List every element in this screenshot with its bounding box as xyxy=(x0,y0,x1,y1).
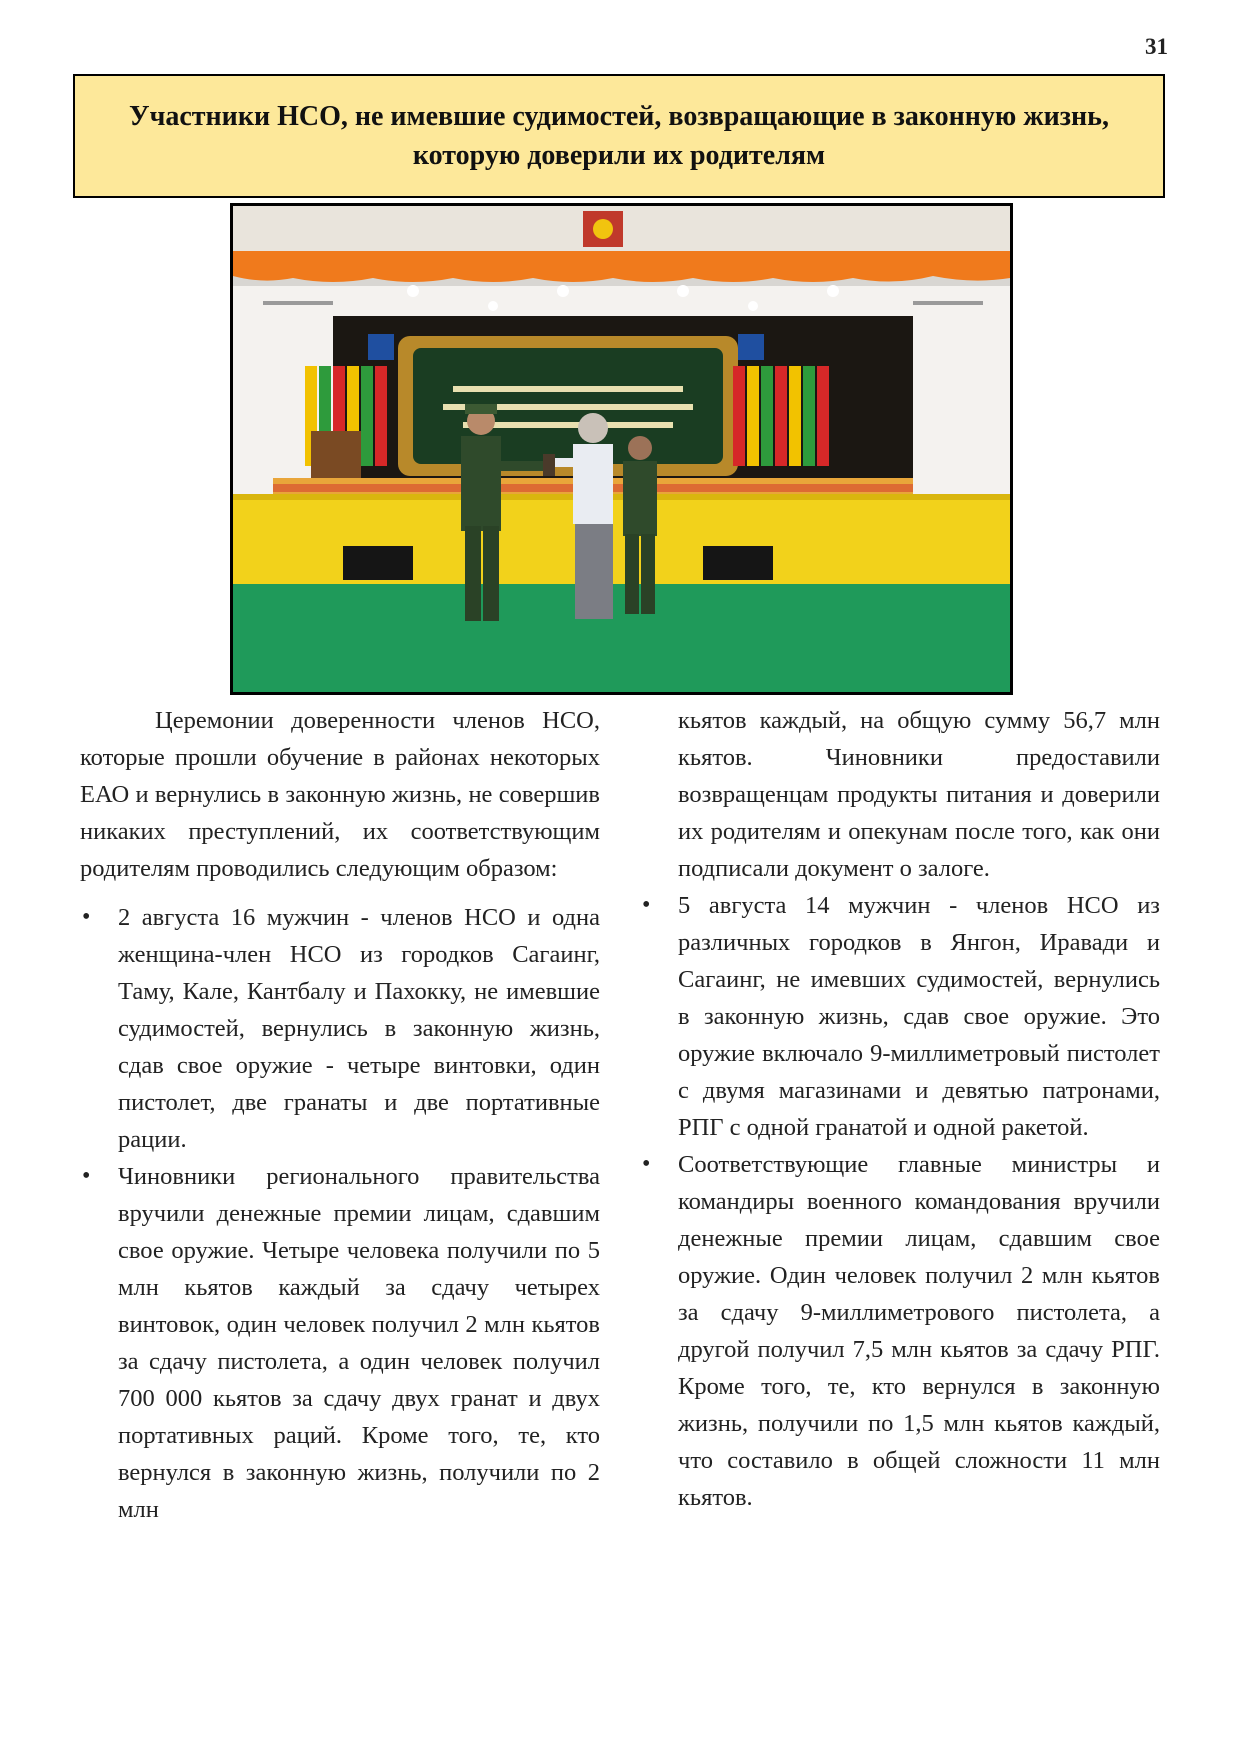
left-bullet-list xyxy=(80,899,600,1528)
list-item: • 2 августа 16 мужчин - членов НСО и одна женщина-член НСО из городков Сагаинг, Таму, Кале, Кантбалу и Пахокку, не имевшие судимостей, вернулись в законную жизнь, сдав свое оружие - четыре винтовки, один пистолет, две гранаты и две портативные рации. xyxy=(80,899,600,1158)
list-item: • Чиновники регионального правительства вручили денежные премии лицам, сдавшим свое оружие. Четыре человека получили по 5 млн кьятов каждый за сдачу четырех винтовок, один человек получил 2 млн кьятов за сдачу пистолета, а один человек получил 700 000 кьятов за сдачу двух гранат и двух портативных раций. Кроме того, те, кто вернулся в законную жизнь, получили по 2 млн xyxy=(80,1158,600,1528)
left-column xyxy=(80,702,600,1528)
list-item-continuation: кьятов каждый, на общую сумму 56,7 млн кьятов. Чиновники предоставили возвращенцам продукты питания и доверили их родителям и опекунам после того, как они подписали документ о залоге. xyxy=(678,707,1160,882)
page-title: Участники НСО, не имевшие судимостей, возвращающие в законную жизнь, которую доверили их родителям xyxy=(129,101,1109,171)
right-column xyxy=(640,702,1160,1516)
list-item: • 5 августа 14 мужчин - членов НСО из различных городков в Янгон, Иравади и Сагаинг, не имевших судимостей, вернулись в законную жизнь, сдав свое оружие. Это оружие включало 9-миллиметровый пистолет с двумя магазинами и девятью патронами, РПГ с одной гранатой и одной ракетой. xyxy=(640,887,1160,1146)
page-number: 31 xyxy=(1145,34,1168,59)
right-bullet-list xyxy=(640,702,1160,1516)
ceremony-photo xyxy=(230,203,1013,695)
ceremony-photo-illustration xyxy=(233,206,1010,692)
title-box xyxy=(73,74,1165,198)
intro-paragraph: Церемонии доверенности членов НСО, которые прошли обучение в районах некоторых ЕАО и вернулись в законную жизнь, не совершив никаких преступлений, их соответствующим родителям проводились следующим образом: xyxy=(80,707,600,882)
list-item: • Соответствующие главные министры и командиры военного командования вручили денежные премии лицам, сдавшим свое оружие. Один человек получил 2 млн кьятов за сдачу 9-миллиметрового пистолета, а другой получил 7,5 млн кьятов за сдачу РПГ. Кроме того, те, кто вернулся в законную жизнь, получили по 1,5 млн кьятов каждый, что составило в общей сложности 11 млн кьятов. xyxy=(640,1146,1160,1516)
